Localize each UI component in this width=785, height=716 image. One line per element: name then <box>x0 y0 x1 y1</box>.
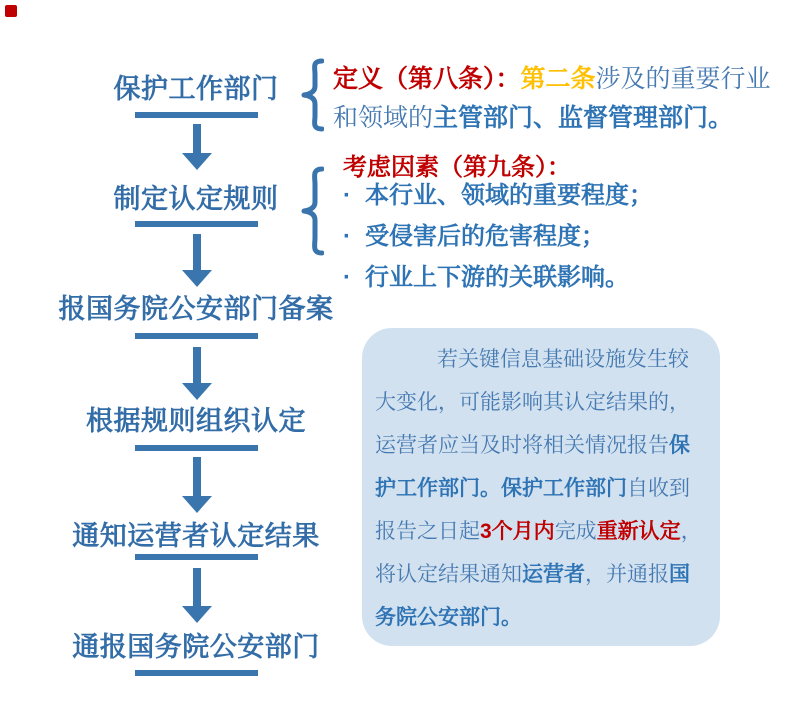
step-underline-3 <box>135 333 258 339</box>
note-box <box>362 328 720 646</box>
factor-item-1 <box>343 175 653 216</box>
arrow-stem <box>193 347 201 383</box>
arrow-stem <box>193 124 201 153</box>
bullet-dot-icon: · <box>343 264 351 291</box>
step-underline-5 <box>135 554 258 560</box>
flow-step-2: 制定认定规则 <box>113 184 279 214</box>
flow-arrow-1 <box>181 124 212 170</box>
flow-step-3: 报国务院公安部门备案 <box>58 294 334 324</box>
flow-step-4: 根据规则组织认定 <box>86 406 306 436</box>
flow-step-5: 通知运营者认定结果 <box>72 521 320 551</box>
flow-step-1: 保护工作部门 <box>113 74 279 104</box>
flow-step-6: 通报国务院公安部门 <box>72 632 320 662</box>
arrow-down-icon <box>182 496 212 513</box>
arrow-down-icon <box>182 153 212 170</box>
flow-arrow-4 <box>181 457 212 513</box>
arrow-down-icon <box>182 383 212 400</box>
factor-item-2 <box>343 216 653 257</box>
arrow-stem <box>193 234 201 270</box>
factor-item-label: 行业上下游的关联影响。 <box>365 264 629 291</box>
factors-title: 考虑因素（第九条）： <box>343 154 571 181</box>
flow-arrow-5 <box>181 568 212 623</box>
left-brace-factors-icon <box>296 166 324 256</box>
arrow-down-icon <box>182 606 212 623</box>
red-corner-mark <box>5 5 17 17</box>
bullet-dot-icon: · <box>343 223 351 250</box>
factor-item-3 <box>343 257 653 298</box>
step-underline-2 <box>135 221 258 227</box>
bullet-dot-icon: · <box>343 182 351 209</box>
arrow-stem <box>193 457 201 496</box>
arrow-stem <box>193 568 201 606</box>
factor-item-label: 本行业、领域的重要程度； <box>365 182 653 209</box>
step-underline-6 <box>135 670 258 676</box>
note-text: 若关键信息基础设施发生较大变化，可能影响其认定结果的，运营者应当及时将相关情况报告保护工作部门。保护工作部门自收到报告之日起3个月内完成重新认定，将认定结果通知运营者，并通报国务院公安部门。 <box>375 348 702 629</box>
flow-arrow-3 <box>181 347 212 400</box>
factors-list <box>343 175 653 298</box>
left-brace-definition-icon <box>296 58 324 132</box>
flow-arrow-2 <box>181 234 212 287</box>
factor-item-label: 受侵害后的危害程度； <box>365 223 605 250</box>
step-underline-4 <box>135 445 258 451</box>
definition-note: 定义（第八条）：第二条涉及的重要行业和领域的主管部门、监督管理部门。 <box>333 65 771 132</box>
step-underline-1 <box>135 112 258 118</box>
arrow-down-icon <box>182 270 212 287</box>
